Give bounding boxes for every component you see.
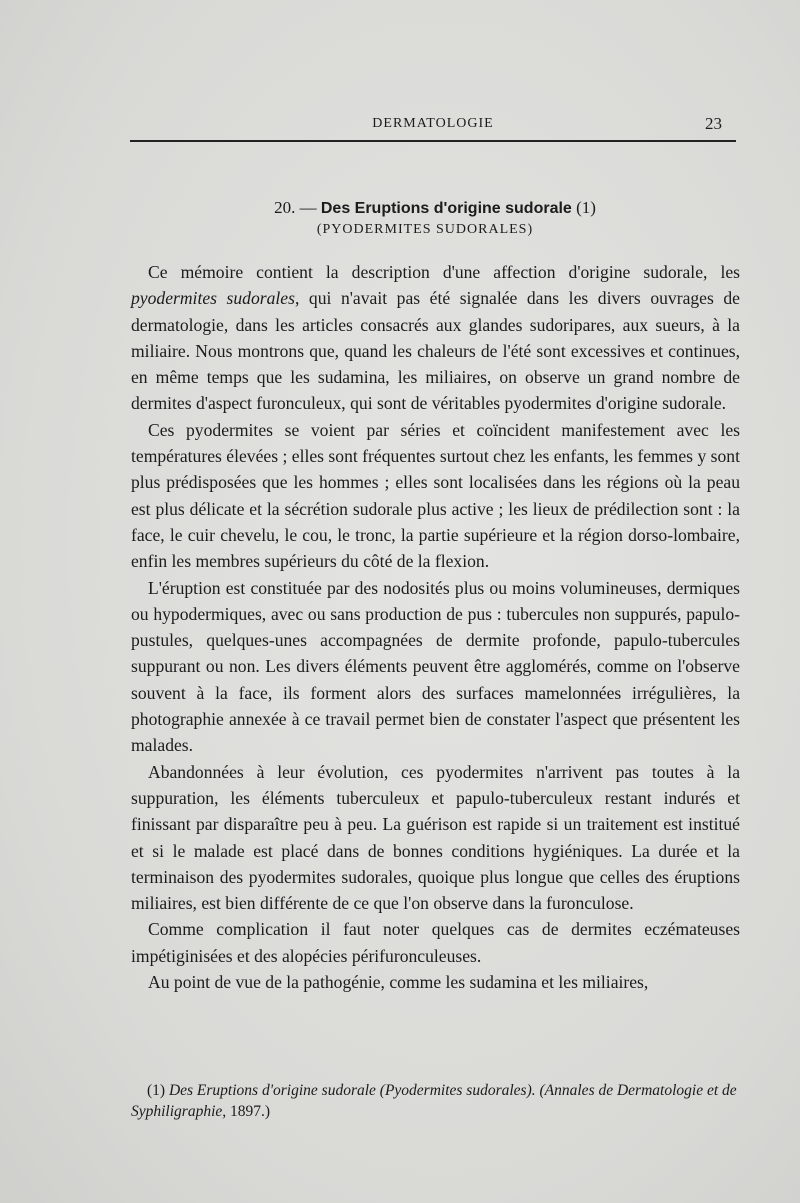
- section-heading: [0, 198, 800, 218]
- page-number: 23: [705, 114, 722, 133]
- footnote: [131, 1080, 751, 1122]
- paragraph-4: Abandonnées à leur évolution, ces pyodermites n'arrivent pas toutes à la suppuration, les éléments tuberculeux et papulo-tuberculeux restant indurés et finissant par disparaître peu à peu. La guérison est rapide si un traitement est institué et si le malade est placé dans de bonnes conditions hygiéniques. La durée et la terminaison des pyodermites sudorales, quoique plus longue que celles des éruptions miliaires, est bien différente de ce que l'on observe dans la furonculose.: [131, 761, 740, 914]
- footnote-ref: (1): [576, 198, 596, 217]
- paragraph-6: Au point de vue de la pathogénie, comme les sudamina et les miliaires,: [148, 972, 649, 993]
- paragraph-1-end: , qui n'avait pas été signalée dans les divers ouvrages de dermatologie, dans les articles consacrés aux glandes sudoripares, aux sueurs, à la miliaire. Nous montrons que, quand les chaleurs de l'été sont excessives et continues, en même temps que les sudamina, les miliaires, on observe un grand nombre de dermites d'aspect furonculeux, qui sont de véritables pyodermites d'origine sudorale.: [131, 288, 740, 414]
- footnote-marker: (1): [147, 1082, 166, 1099]
- paragraph-3: L'éruption est constituée par des nodosités plus ou moins volumineuses, dermiques ou hypodermiques, avec ou sans production de pus : tubercules non suppurés, papulo-pustules, quelques-unes accompagnées de dermite profonde, papulo-tubercules suppurant ou non. Les divers éléments peuvent être agglomérés, comme on l'observe souvent à la face, ils forment alors des surfaces mamelonnées irrégulières, la photographie annexée à ce travail permet bien de constater l'aspect que présentent les malades.: [131, 577, 740, 756]
- footnote-text: Des Eruptions d'origine sudorale (Pyodermites sudorales). (Annales de Dermatologie et de Syphiligraphie,: [131, 1082, 737, 1120]
- paragraph-5: Comme complication il faut noter quelques cas de dermites eczémateuses impétiginisées et des alopécies périfuronculeuses.: [131, 919, 740, 966]
- running-head-title: DERMATOLOGIE: [372, 116, 494, 131]
- paragraph-1: [131, 259, 740, 417]
- section-subtitle: (PYODERMITES SUDORALES): [316, 222, 534, 237]
- paragraph-1-start: Ce mémoire contient la description d'une affection d'origine sudorale, les: [148, 262, 740, 282]
- footnote-year: 1897.): [230, 1103, 271, 1120]
- section-title: Des Eruptions d'origine sudorale: [320, 200, 572, 217]
- section-number: 20. —: [274, 198, 317, 217]
- paragraph-1-italic: pyodermites sudorales: [131, 288, 295, 309]
- body-text: [131, 259, 740, 995]
- running-head: [130, 112, 736, 142]
- paragraph-2: Ces pyodermites se voient par séries et coïncident manifestement avec les températures élevées ; elles sont fréquentes surtout chez les enfants, les femmes y sont plus prédisposées que les hommes ; elles sont localisées dans les régions où la peau est plus délicate et la sécrétion sudorale plus active ; les lieux de prédilection sont : la face, le cuir chevelu, le cou, le tronc, la partie supérieure et la région dorso-lombaire, enfin les membres supérieurs du côté de la flexion.: [131, 419, 740, 572]
